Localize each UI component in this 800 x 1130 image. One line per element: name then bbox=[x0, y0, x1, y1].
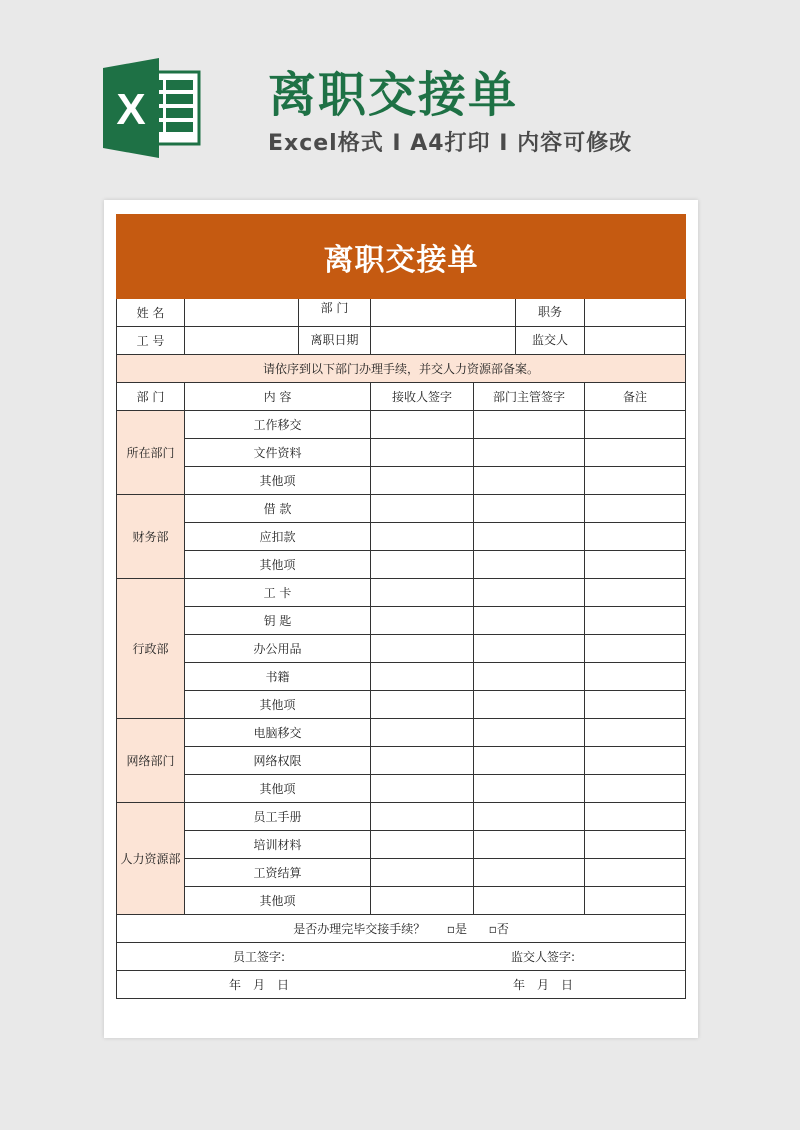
col-header-remarks: 备注 bbox=[585, 383, 686, 411]
position-label: 职务 bbox=[537, 305, 562, 319]
content-cell: 钥 匙 bbox=[185, 607, 371, 635]
content-cell: 培训材料 bbox=[185, 831, 371, 859]
excel-logo-icon bbox=[103, 58, 203, 158]
col-header-receiver-sign: 接收人签字 bbox=[371, 383, 474, 411]
content-cell: 其他项 bbox=[185, 887, 371, 915]
receiver-sign-cell[interactable] bbox=[371, 887, 474, 915]
receiver-sign-cell[interactable] bbox=[371, 635, 474, 663]
name-input[interactable] bbox=[185, 299, 371, 327]
id-input[interactable] bbox=[185, 327, 371, 355]
receiver-sign-cell[interactable] bbox=[371, 803, 474, 831]
remarks-cell[interactable] bbox=[585, 551, 686, 579]
signature-row bbox=[117, 943, 686, 971]
receiver-sign-cell[interactable] bbox=[371, 551, 474, 579]
manager-sign-cell[interactable] bbox=[474, 439, 585, 467]
table-row bbox=[117, 523, 686, 551]
manager-sign-cell[interactable] bbox=[474, 691, 585, 719]
content-cell: 应扣款 bbox=[185, 523, 371, 551]
table-row bbox=[117, 691, 686, 719]
col-header-manager-sign: 部门主管签字 bbox=[474, 383, 585, 411]
option-yes-checkbox[interactable]: ▫是 bbox=[446, 922, 468, 936]
receiver-sign-cell[interactable] bbox=[371, 607, 474, 635]
leave-date-label: 离职日期 bbox=[310, 333, 359, 347]
page-title: 离职交接单 bbox=[268, 67, 519, 123]
content-cell: 书籍 bbox=[185, 663, 371, 691]
dept-cell: 所在部门 bbox=[117, 411, 185, 495]
content-cell: 工 卡 bbox=[185, 579, 371, 607]
manager-sign-cell[interactable] bbox=[474, 663, 585, 691]
form-banner: 离职交接单 bbox=[117, 215, 686, 299]
manager-sign-cell[interactable] bbox=[474, 775, 585, 803]
date-row bbox=[117, 971, 686, 999]
dept-cell: 人力资源部 bbox=[117, 803, 185, 915]
header bbox=[0, 0, 800, 195]
notice-row: 请依序到以下部门办理手续，并交人力资源部备案。 bbox=[117, 355, 686, 383]
manager-sign-cell[interactable] bbox=[474, 551, 585, 579]
supervisor-label: 监交人 bbox=[531, 333, 568, 347]
table-row bbox=[117, 803, 686, 831]
manager-sign-cell[interactable] bbox=[474, 831, 585, 859]
remarks-cell[interactable] bbox=[585, 495, 686, 523]
receiver-sign-cell[interactable] bbox=[371, 859, 474, 887]
dept-cell: 行政部 bbox=[117, 579, 185, 719]
remarks-cell[interactable] bbox=[585, 747, 686, 775]
manager-sign-cell[interactable] bbox=[474, 579, 585, 607]
employee-sign-date[interactable]: 年 月 日 bbox=[229, 978, 290, 992]
content-cell: 网络权限 bbox=[185, 747, 371, 775]
employee-sign-label[interactable]: 员工签字: bbox=[232, 950, 286, 964]
id-label: 工 号 bbox=[117, 327, 185, 355]
content-cell: 其他项 bbox=[185, 775, 371, 803]
completion-row bbox=[117, 915, 686, 943]
remarks-cell[interactable] bbox=[585, 635, 686, 663]
position-input[interactable] bbox=[585, 299, 686, 327]
remarks-cell[interactable] bbox=[585, 467, 686, 495]
receiver-sign-cell[interactable] bbox=[371, 579, 474, 607]
manager-sign-cell[interactable] bbox=[474, 859, 585, 887]
manager-sign-cell[interactable] bbox=[474, 747, 585, 775]
dept-cell: 网络部门 bbox=[117, 719, 185, 803]
remarks-cell[interactable] bbox=[585, 831, 686, 859]
manager-sign-cell[interactable] bbox=[474, 719, 585, 747]
manager-sign-cell[interactable] bbox=[474, 803, 585, 831]
completion-question: 是否办理完毕交接手续？ bbox=[293, 922, 426, 936]
receiver-sign-cell[interactable] bbox=[371, 831, 474, 859]
name-label: 姓 名 bbox=[117, 299, 185, 327]
table-row bbox=[117, 607, 686, 635]
remarks-cell[interactable] bbox=[585, 523, 686, 551]
table-row bbox=[117, 831, 686, 859]
table-row bbox=[117, 467, 686, 495]
content-cell: 借 款 bbox=[185, 495, 371, 523]
table-row bbox=[117, 579, 686, 607]
table-row bbox=[117, 495, 686, 523]
content-cell: 办公用品 bbox=[185, 635, 371, 663]
supervisor-sign-date[interactable]: 年 月 日 bbox=[513, 978, 574, 992]
logo-letter: X bbox=[116, 85, 146, 134]
dept-label: 部 门 bbox=[320, 301, 349, 315]
table-row bbox=[117, 439, 686, 467]
table-row bbox=[117, 663, 686, 691]
supervisor-input[interactable] bbox=[585, 327, 686, 355]
dept-cell: 财务部 bbox=[117, 495, 185, 579]
table-row bbox=[117, 635, 686, 663]
receiver-sign-cell[interactable] bbox=[371, 495, 474, 523]
receiver-sign-cell[interactable] bbox=[371, 467, 474, 495]
col-header-content: 内 容 bbox=[185, 383, 371, 411]
receiver-sign-cell[interactable] bbox=[371, 523, 474, 551]
remarks-cell[interactable] bbox=[585, 691, 686, 719]
content-cell: 其他项 bbox=[185, 691, 371, 719]
content-cell: 文件资料 bbox=[185, 439, 371, 467]
table-row bbox=[117, 775, 686, 803]
remarks-cell[interactable] bbox=[585, 859, 686, 887]
content-cell: 其他项 bbox=[185, 551, 371, 579]
receiver-sign-cell[interactable] bbox=[371, 775, 474, 803]
remarks-cell[interactable] bbox=[585, 775, 686, 803]
table-row bbox=[117, 411, 686, 439]
receiver-sign-cell[interactable] bbox=[371, 691, 474, 719]
remarks-cell[interactable] bbox=[585, 579, 686, 607]
content-cell: 员工手册 bbox=[185, 803, 371, 831]
remarks-cell[interactable] bbox=[585, 719, 686, 747]
receiver-sign-cell[interactable] bbox=[371, 439, 474, 467]
manager-sign-cell[interactable] bbox=[474, 411, 585, 439]
receiver-sign-cell[interactable] bbox=[371, 663, 474, 691]
table-row bbox=[117, 859, 686, 887]
leave-date-input[interactable] bbox=[371, 327, 585, 355]
page-subtitle: Excel格式 I A4打印 I 内容可修改 bbox=[268, 131, 633, 156]
manager-sign-cell[interactable] bbox=[474, 635, 585, 663]
table-row bbox=[117, 747, 686, 775]
column-header-row bbox=[117, 383, 686, 411]
remarks-cell[interactable] bbox=[585, 803, 686, 831]
manager-sign-cell[interactable] bbox=[474, 495, 585, 523]
table-row bbox=[117, 719, 686, 747]
remarks-cell[interactable] bbox=[585, 663, 686, 691]
content-cell: 其他项 bbox=[185, 467, 371, 495]
handover-form bbox=[116, 214, 686, 999]
table-row bbox=[117, 887, 686, 915]
supervisor-sign-label[interactable]: 监交人签字: bbox=[511, 950, 576, 964]
manager-sign-cell[interactable] bbox=[474, 607, 585, 635]
manager-sign-cell[interactable] bbox=[474, 887, 585, 915]
table-row bbox=[117, 551, 686, 579]
dept-input[interactable] bbox=[371, 299, 585, 327]
manager-sign-cell[interactable] bbox=[474, 467, 585, 495]
receiver-sign-cell[interactable] bbox=[371, 411, 474, 439]
option-no-checkbox[interactable]: ▫否 bbox=[488, 922, 509, 936]
content-cell: 电脑移交 bbox=[185, 719, 371, 747]
receiver-sign-cell[interactable] bbox=[371, 747, 474, 775]
remarks-cell[interactable] bbox=[585, 607, 686, 635]
manager-sign-cell[interactable] bbox=[474, 523, 585, 551]
col-header-dept: 部 门 bbox=[117, 383, 185, 411]
remarks-cell[interactable] bbox=[585, 439, 686, 467]
remarks-cell[interactable] bbox=[585, 411, 686, 439]
remarks-cell[interactable] bbox=[585, 887, 686, 915]
content-cell: 工作移交 bbox=[185, 411, 371, 439]
content-cell: 工资结算 bbox=[185, 859, 371, 887]
receiver-sign-cell[interactable] bbox=[371, 719, 474, 747]
